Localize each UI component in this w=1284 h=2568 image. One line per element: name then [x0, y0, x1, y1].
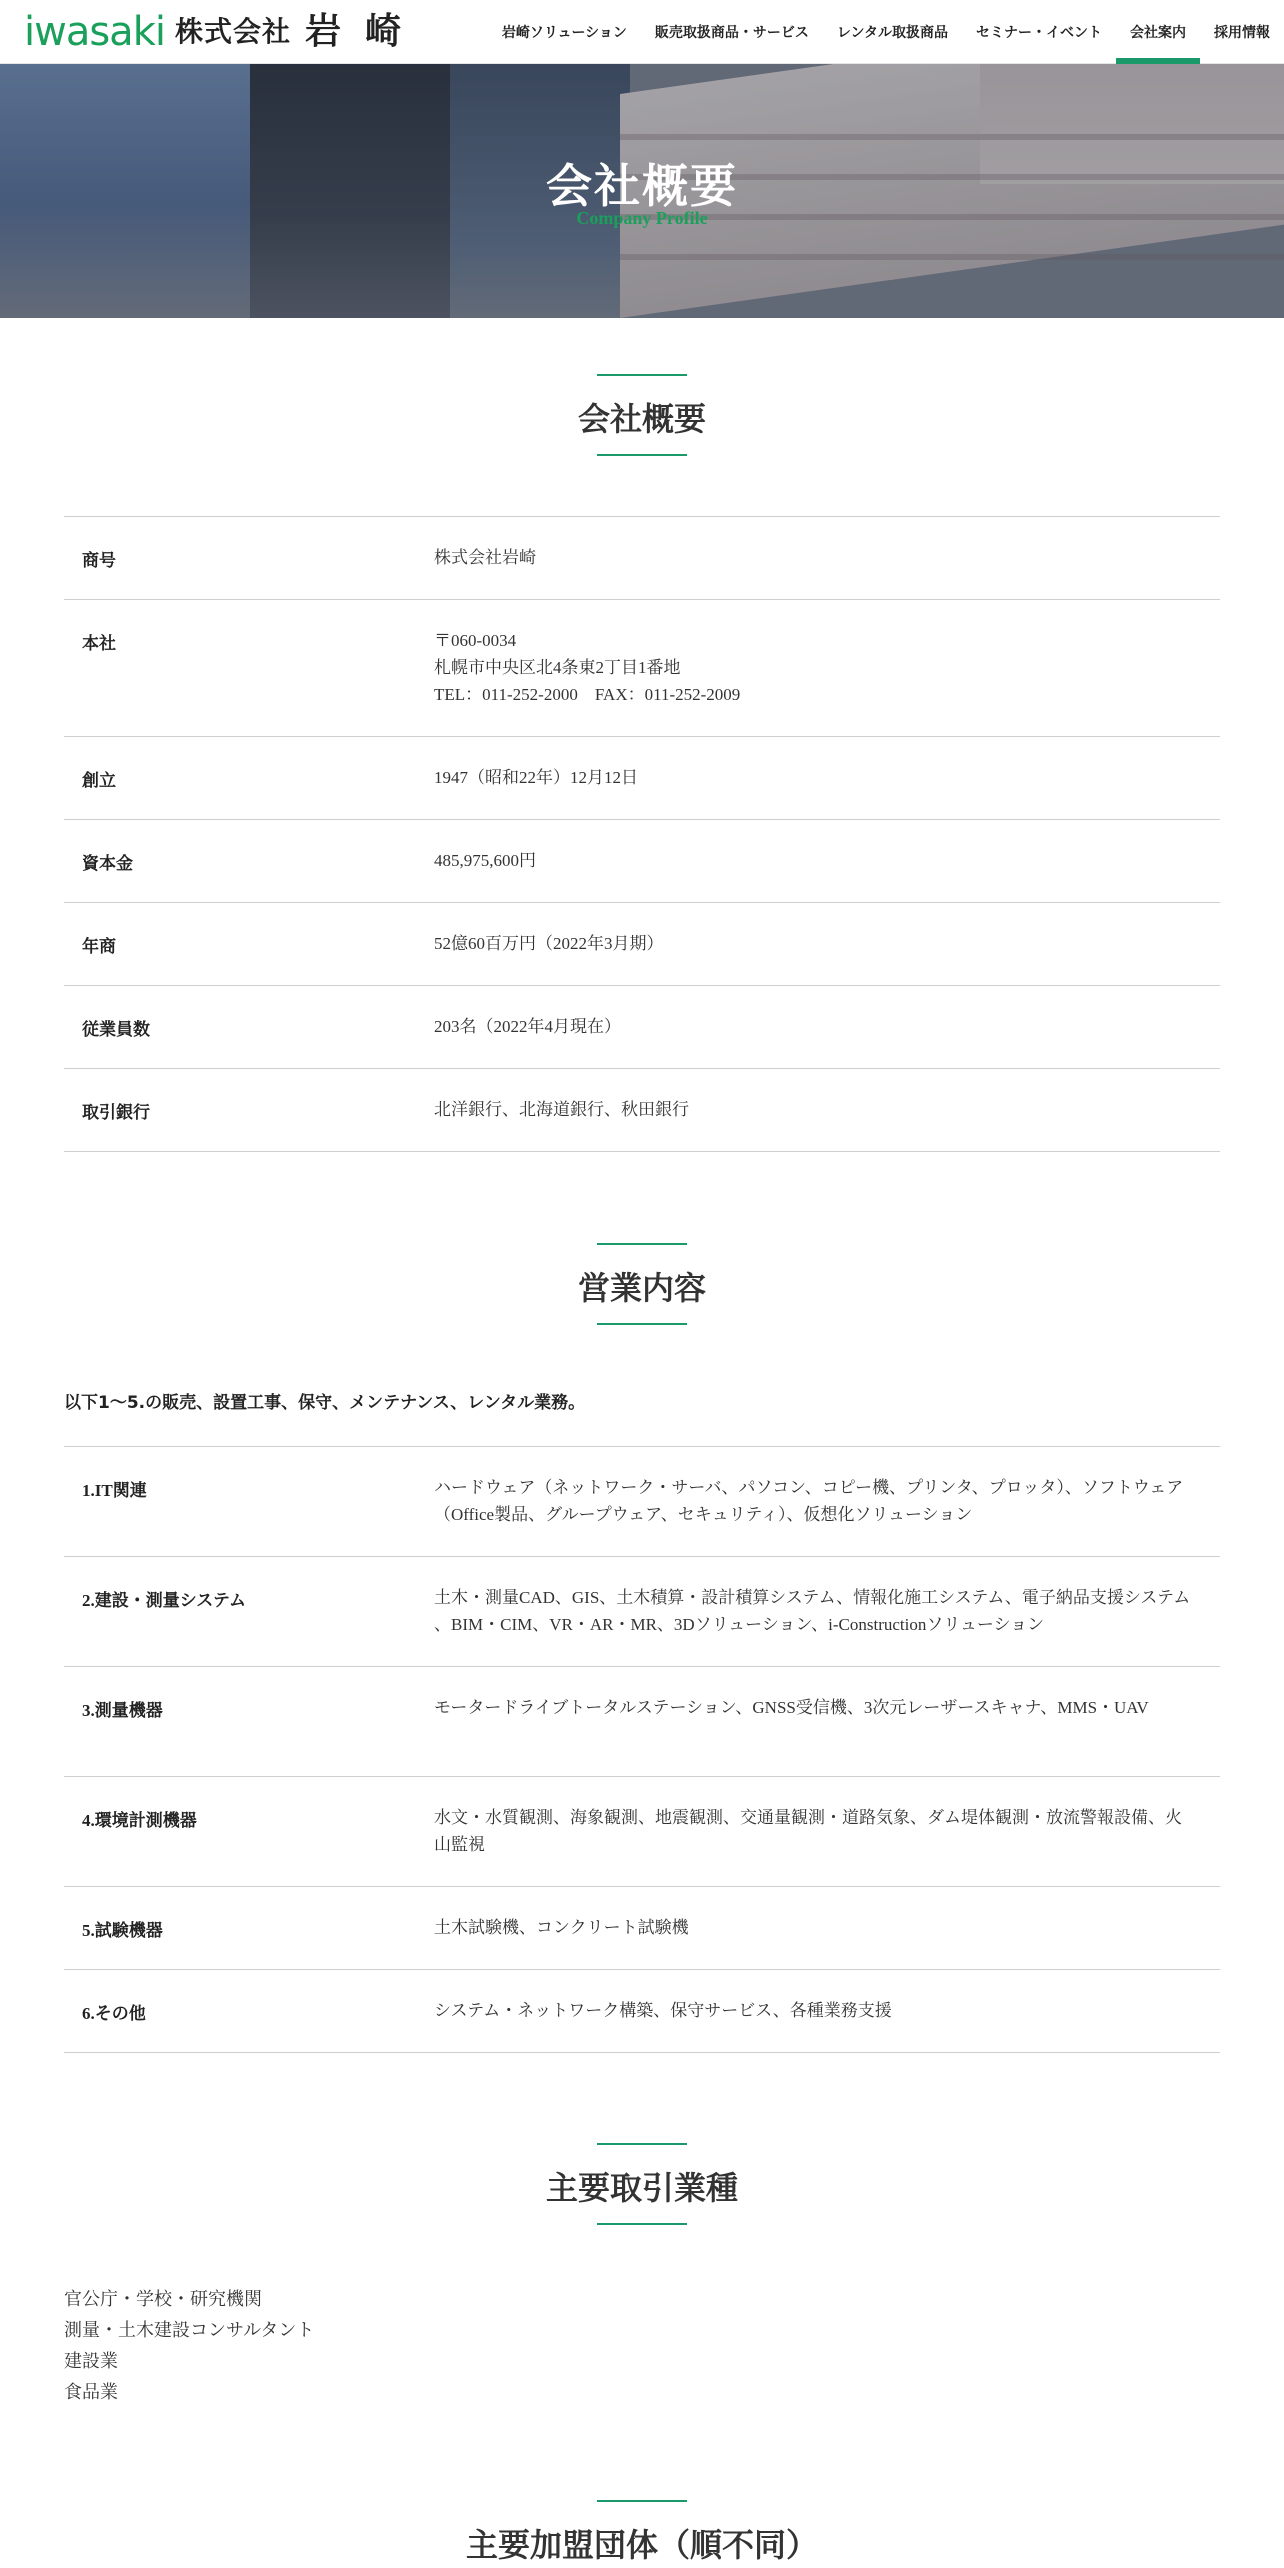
table-row	[64, 1447, 1220, 1557]
list-item: 食品業	[64, 2382, 118, 2402]
main-nav	[488, 0, 1284, 64]
row-value: 北洋銀行、北海道銀行、秋田銀行	[434, 1100, 689, 1119]
row-label: 資本金	[82, 854, 133, 874]
list-item: 測量・土木建設コンサルタント	[64, 2320, 315, 2340]
row-value: 水文・水質観測、海象観測、地震観測、交通量観測・道路気象、ダム堤体観測・放流警報設備、火山監視	[434, 1808, 1182, 1854]
nav-item-company[interactable]: 会社案内	[1116, 0, 1200, 64]
table-row	[64, 1887, 1220, 1970]
logo-wordmark: iwasaki	[24, 9, 165, 55]
nav-item-recruit[interactable]: 採用情報	[1214, 25, 1270, 41]
heading-rule-bottom	[597, 454, 687, 456]
heading-rule-bottom	[597, 2223, 687, 2225]
nav-item-seminar[interactable]: セミナー・イベント	[976, 25, 1102, 41]
company-overview-table	[64, 516, 1220, 1152]
site-header	[0, 0, 1284, 64]
row-label: 5.試験機器	[82, 1921, 163, 1940]
table-row	[64, 1557, 1220, 1667]
list-item: 建設業	[64, 2351, 118, 2371]
section-title: 主要取引業種	[545, 2169, 738, 2207]
section-title: 営業内容	[577, 1269, 706, 1307]
row-label: 本社	[82, 634, 116, 654]
row-value: ハードウェア（ネットワーク・サーバ、パソコン、コピー機、プリンタ、プロッタ）、ソフトウェア（Office製品、グループウェア、セキュリティ）、仮想化ソリューション	[434, 1478, 1184, 1524]
business-table	[64, 1446, 1220, 2053]
row-label: 商号	[82, 551, 116, 571]
row-label: 1.IT関連	[82, 1481, 147, 1500]
table-row	[64, 986, 1220, 1069]
row-label: 創立	[82, 771, 116, 791]
site-logo[interactable]	[24, 8, 425, 56]
row-value: 485,975,600円	[434, 851, 536, 870]
row-label: 2.建設・測量システム	[82, 1591, 247, 1610]
logo-company-name: 岩崎	[304, 11, 425, 52]
row-label: 従業員数	[82, 1020, 150, 1040]
row-label: 年商	[82, 937, 116, 957]
section-title: 主要加盟団体（順不同）	[465, 2526, 818, 2564]
row-label: 3.測量機器	[82, 1701, 163, 1720]
page-subtitle: Company Profile	[576, 208, 708, 228]
heading-rule-top	[597, 1243, 687, 1245]
table-row	[64, 1777, 1220, 1887]
row-value: 土木試験機、コンクリート試験機	[434, 1918, 689, 1937]
table-row	[64, 903, 1220, 986]
page-title: 会社概要	[546, 159, 738, 213]
row-value: 1947（昭和22年）12月12日	[434, 768, 638, 787]
heading-rule-top	[597, 2143, 687, 2145]
row-label: 4.環境計測機器	[82, 1811, 197, 1830]
table-row	[64, 1069, 1220, 1152]
row-value: 203名（2022年4月現在）	[434, 1017, 621, 1036]
hero-banner	[0, 64, 1284, 318]
table-row	[64, 1667, 1220, 1777]
row-value: 〒060-0034 札幌市中央区北4条東2丁目1番地 TEL：011-252-2000 FAX：011-252-2009	[434, 631, 741, 704]
row-value: 52億60百万円（2022年3月期）	[434, 934, 664, 953]
logo-company-type: 株式会社	[174, 15, 291, 48]
row-value: モータードライブトータルステーション、GNSS受信機、3次元レーザースキャナ、MMS・UAV	[434, 1698, 1149, 1717]
business-intro-text: 以下1～5.の販売、設置工事、保守、メンテナンス、レンタル業務。	[64, 1393, 586, 1413]
table-row	[64, 517, 1220, 600]
row-value: 株式会社岩崎	[434, 548, 536, 567]
heading-rule-top	[597, 2500, 687, 2502]
heading-rule-top	[597, 374, 687, 376]
table-row	[64, 737, 1220, 820]
table-row	[64, 1970, 1220, 2053]
table-row	[64, 820, 1220, 903]
heading-rule-bottom	[597, 1323, 687, 1325]
nav-item-rental[interactable]: レンタル取扱商品	[836, 25, 948, 41]
table-row	[64, 600, 1220, 737]
section-title: 会社概要	[577, 400, 706, 438]
row-value: 土木・測量CAD、GIS、土木積算・設計積算システム、情報化施工システム、電子納品支援システム 、BIM・CIM、VR・AR・MR、3Dソリューション、i-Constructionソリューション	[434, 1588, 1191, 1634]
row-label: 取引銀行	[82, 1103, 150, 1123]
nav-item-products[interactable]: 販売取扱商品・サービス	[654, 25, 809, 41]
client-industry-list	[64, 2284, 314, 2408]
row-value: システム・ネットワーク構築、保守サービス、各種業務支援	[434, 2001, 892, 2020]
nav-item-solution[interactable]: 岩崎ソリューション	[501, 25, 627, 41]
row-label: 6.その他	[82, 2004, 146, 2023]
list-item: 官公庁・学校・研究機関	[64, 2289, 262, 2309]
